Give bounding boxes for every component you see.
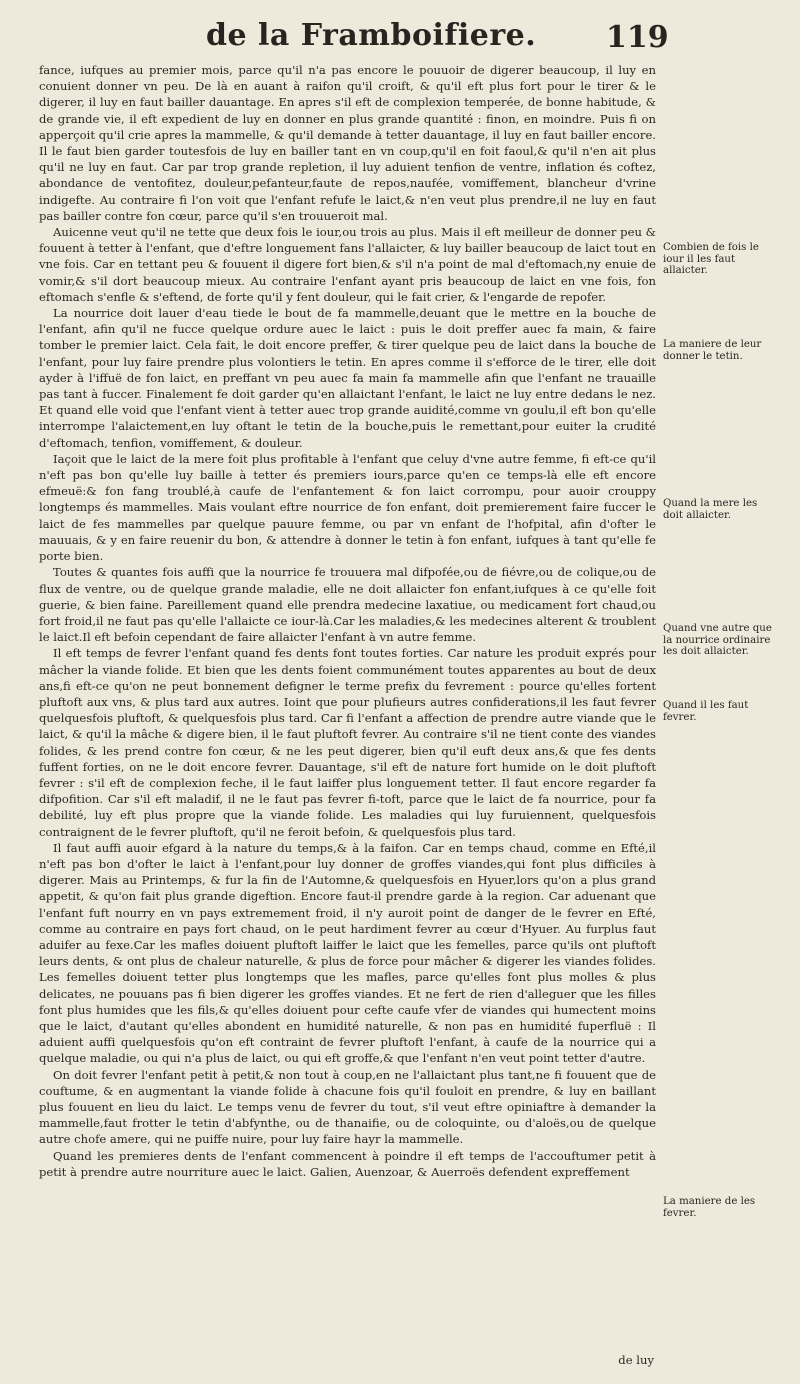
marginal-note: Quand il les faut fevrer. bbox=[663, 700, 749, 723]
marginal-note: Quand vne autre que la nourrice ordinaire les doit allaicter. bbox=[663, 623, 772, 658]
paragraph: On doit fevrer l'enfant petit à petit,& non tout à coup,en ne l'allaictant plus tant,ne fi fouuent que de couftume, & en augmentant la viande folide à chacune fois qu'il fouloit en prendre, & luy en baillant plus fouuent en lieu du laict. Le temps venu de fevrer du tout, s'il veut eftre opiniaftre à demander la mammelle,faut frotter le tetin d'abfynthe, ou de thanaifie, ou de coloquinte, ou d'aloës,ou de quelque autre chofe amere, qui ne puiffe nuire, pour luy faire hayr la mammelle. bbox=[39, 1067, 656, 1147]
paragraph: Il eft temps de fevrer l'enfant quand fes dents font toutes forties. Car nature les produit exprés pour mâcher la viande folide. Et bien que les dents foient communément toutes apparentes au bout de deux ans,fi eft-ce qu'on ne peut bonnement defigner le terme prefix du fevrement : pource qu'elles fortent pluftoft aux vns, & plus tard aux autres. Ioint que pour plufieurs autres confiderations,il les faut fevrer quelquesfois pluftoft, & quelquesfois plus tard. Car fi l'enfant a affection de prendre autre viande que le laict, & qu'il la mâche & digere bien, il le faut pluftoft fevrer. Au contraire s'il ne tient conte des viandes folides, & les prend contre fon cœur, & ne les peut digerer, bien qu'il euft deux ans,& que fes dents fuffent forties, on ne le doit encore fevrer. Dauantage, s'il eft de nature fort humide on le doit pluftoft fevrer : s'il eft de complexion feche, il le faut laiffer plus longuement tetter. Il faut encore regarder fa difpofition. Car s'il eft maladif, il ne le faut pas fevrer fi-toft, parce que le laict de fa nourrice, pour fa debilité, luy eft plus propre que la viande folide. Les maladies qui luy furuiennent, quelquesfois contraignent de le fevrer pluftoft, qu'il ne feroit befoin, & quelquesfois plus tard. bbox=[39, 646, 656, 839]
marginal-note: Combien de fois le iour il les faut allaicter. bbox=[663, 242, 759, 277]
paragraph: La nourrice doit lauer d'eau tiede le bout de fa mammelle,deuant que le mettre en la bouche de l'enfant, afin qu'il ne fucce quelque ordure auec le laict : puis le doit preffer auec fa main, & faire tomber le premier laict. Cela fait, le doit encore preffer, & tirer quelque peu de laict dans la bouche de l'enfant, pour luy faire prendre plus volontiers le tetin. En apres comme il s'efforce de le tirer, elle doit ayder à l'iffuë de fon laict, en preffant vn peu auec fa main fa mammelle afin que l'enfant ne trauaille pas tant à fuccer. Finalement fe doit garder qu'en allaictant l'enfant, le laict ne luy entre dedans le nez. Et quand elle void que l'enfant vient à tetter auec trop grande auidité,comme vn goulu,il eft bon qu'elle interrompe l'alaictement,en luy oftant le tetin de la bouche,puis le remettant,pour euiter la crudité d'eftomach, tenfion, vomiffement, & douleur. bbox=[39, 306, 656, 450]
paragraph: Il faut auffi auoir efgard à la nature du temps,& à la faifon. Car en temps chaud, comme en Efté,il n'eft pas bon d'ofter le laict à l'enfant,pour luy donner de groffes viandes,qui font plus difficiles à digerer. Mais au Printemps, & fur la fin de l'Automne,& quelquesfois en Hyuer,lors qu'on a plus grand appetit, & qu'on fait plus grande digeftion. Encore faut-il prendre garde à la region. Car aduenant que l'enfant fuft nourry en vn pays extremement froid, il n'y auroit point de danger de le fevrer en Efté, comme au contraire en pays fort chaud, on le peut hardiment fevrer au cœur d'Hyuer. Au furplus faut aduifer au fexe.Car les mafles doiuent pluftoft laiffer le laict que les femelles, parce qu'ils ont pluftoft leurs dents, & ont plus de chaleur naturelle, & plus de force pour mâcher & digerer les viandes folides. Les femelles doiuent tetter plus longtemps que les mafles, parce qu'elles font plus molles & plus delicates, ne pouuans pas fi bien digerer les groffes viandes. Et ne fert de rien d'alleguer que les filles font plus humides que les fils,& qu'elles doiuent pour cefte caufe vfer de viandes qui humectent moins que le laict, d'autant qu'elles abondent en humidité naturelle, & non pas en humidité fuperfluë : Il aduient auffi quelquesfois qu'on eft contraint de fevrer pluftoft l'enfant, à caufe de la nourrice qui a quelque maladie, ou qui n'a plus de laict, ou qui eft groffe,& que l'enfant n'en veut point tetter d'autre. bbox=[39, 840, 656, 1066]
running-title: de la Framboifiere. bbox=[206, 18, 537, 53]
body-text bbox=[39, 62, 656, 1180]
page-number: 119 bbox=[606, 20, 669, 55]
marginal-note: La maniere de leur donner le tetin. bbox=[663, 339, 762, 362]
page-header bbox=[0, 18, 800, 64]
catchword: de luy bbox=[618, 1353, 654, 1367]
marginal-note: Quand la mere les doit allaicter. bbox=[663, 498, 758, 521]
paragraph: Iaçoit que le laict de la mere foit plus profitable à l'enfant que celuy d'vne autre femme, fi eft-ce qu'il n'eft pas bon qu'elle luy baille à tetter és premiers iours,parce qu'en ce temps-là elle eft encore efmeuë:& fon fang troublé,à caufe de l'enfantement & fon laict corrompu, pour auoir crouppy longtemps és mammelles. Mais voulant eftre nourrice de fon enfant, doit premierement faire fuccer le laict de fes mammelles par quelque pauure femme, ou par vn enfant de l'hofpital, afin d'ofter le mauuais, & y en faire reuenir du bon, & attendre à donner le tetin à fon enfant, iufques à tant qu'elle fe porte bien. bbox=[39, 451, 656, 564]
marginal-note: La maniere de les fevrer. bbox=[663, 1196, 756, 1219]
paragraph: fance, iufques au premier mois, parce qu'il n'a pas encore le pouuoir de digerer beaucoup, il luy en conuient donner vn peu. De là en auant à raifon qu'il croift, & qu'il eft plus fort pour le tirer & le digerer, il luy en faut bailler dauantage. En apres s'il eft de complexion temperée, de bonne habitude, & de grande vie, il eft expedient de luy en donner en plus grande quantité : finon, en moindre. Puis fi on apperçoit qu'il crie apres la mammelle, & qu'il demande à tetter dauantage, il luy en faut bailler encore. Il le faut bien garder toutesfois de luy en bailler tant en vn coup,qu'il en foit faoul,& qu'il n'en ait plus qu'il ne luy en faut. Car par trop grande repletion, il luy aduient tenfion de ventre, inflation és coftez, abondance de ventofitez, douleur,pefanteur,faute de repos,naufée, vomiffement, blancheur d'vrine indigefte. Au contraire fi l'on voit que l'enfant refufe le laict,& n'en veut plus prendre,il ne luy en faut pas bailler contre fon cœur, parce qu'il s'en trouueroit mal. bbox=[39, 63, 656, 223]
paragraph: Auicenne veut qu'il ne tette que deux fois le iour,ou trois au plus. Mais il eft meilleur de donner peu & fouuent à tetter à l'enfant, que d'eftre longuement fans l'allaicter, & luy bailler beaucoup de laict tout en vne fois. Car en tettant peu & fouuent il digere fort bien,& s'il n'a point de mal d'eftomach,ny enuie de vomir,& s'il dort beaucoup mieux. Au contraire l'enfant ayant pris beaucoup de laict en vne fois, fon eftomach s'enfle & s'eftend, de forte qu'il y fent douleur, qui le fait crier, & l'engarde de repofer. bbox=[39, 225, 656, 304]
paragraph: Quand les premieres dents de l'enfant commencent à poindre il eft temps de l'accouftumer petit à petit à prendre autre nourriture auec le laict. Galien, Auenzoar, & Auerroës defendent expreffement bbox=[39, 1148, 656, 1179]
paragraph: Toutes & quantes fois auffi que la nourrice fe trouuera mal difpofée,ou de fiévre,ou de colique,ou de flux de ventre, ou de quelque grande maladie, elle ne doit allaicter fon enfant,iufques à ce qu'elle foit guerie, & bien faine. Pareillement quand elle prendra medecine laxatiue, ou medicament fort chaud,ou fort froid,il ne faut pas qu'elle l'allaicte ce iour-là.Car les maladies,& les medecines alterent & troublent le laict.Il eft befoin cependant de faire allaicter l'enfant à vn autre femme. bbox=[39, 565, 656, 645]
